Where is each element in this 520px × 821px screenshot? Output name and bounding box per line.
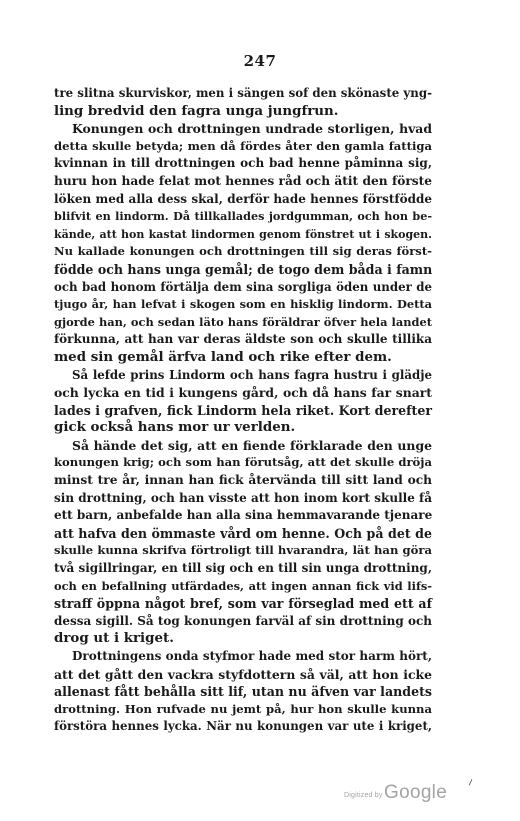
- text-line: allenast fått behålla sitt lif, utan nu äfven var landets: [54, 684, 432, 700]
- text-line: gick också hans mor ur verlden.: [54, 419, 296, 436]
- text-line: och bad honom förtälja dem sina sorgliga öden under de: [54, 279, 432, 294]
- text-line: straff öppna något bref, som var förseglad med ett af: [54, 596, 432, 612]
- text-line: tjugo år, han lefvat i skogen som en hisklig lindorm. Detta: [54, 297, 432, 312]
- text-line: kvinnan in till drottningen och bad henne påminna sig,: [54, 156, 432, 171]
- stray-pen-mark: ⸝: [463, 771, 476, 789]
- text-line: och lycka en tid i kungens gård, och då hans far snart: [54, 385, 432, 401]
- text-line: minst tre år, innan han fick återvända till sitt land och: [54, 473, 432, 488]
- text-line: födde och hans unga gemål; de togo dem båda i famn: [54, 261, 433, 277]
- text-line: ling bredvid den fagra unga jungfrun.: [54, 102, 339, 119]
- text-line: detta skulle betyda; men då fördes åter den gamla fattiga: [54, 138, 432, 153]
- text-line: löken med alla dess skal, derför hade hennes förstfödde: [54, 191, 432, 206]
- text-line: blifvit en lindorm. Då tillkallades jordgumman, och hon be-: [54, 209, 432, 224]
- text-line: två sigillringar, en till sig och en till sin unga drottning,: [54, 561, 432, 576]
- text-line: Så lefde prins Lindorm och hans fagra hustru i glädje: [72, 367, 432, 382]
- text-line: tre slitna skurviskor, men i sängen sof den skönaste yng-: [54, 86, 432, 100]
- text-line: sin drottning, och han visste att hon inom kort skulle få: [54, 490, 432, 505]
- text-line: Nu kallade konungen och drottningen till sig deras först-: [54, 244, 432, 259]
- text-line: huru hon hade felat mot hennes råd och ätit den förste: [54, 173, 432, 188]
- text-line: och en befallning utfärdades, att ingen annan fick vid lifs-: [54, 578, 432, 593]
- text-line: drottning. Hon rufvade nu jemt på, hur hon skulle kunna: [54, 701, 432, 716]
- text-line: drog ut i kriget.: [54, 630, 174, 647]
- text-line: lades i grafven, fick Lindorm hela riket. Kort derefter: [54, 402, 432, 418]
- text-line: att det gått den vackra styfdottern så väl, att hon icke: [54, 666, 432, 682]
- text-line: förstöra hennes lycka. När nu konungen var ute i kriget,: [54, 719, 432, 734]
- text-line: gjorde han, och sedan läto hans föräldrar öfver hela landet: [54, 314, 432, 329]
- text-line: konungen krig; och som han förutsåg, att det skulle dröja: [54, 455, 432, 470]
- body-text: [54, 85, 432, 736]
- watermark-prefix: Digitized by: [344, 792, 383, 799]
- page-number: 247: [243, 52, 277, 70]
- watermark-brand: Google: [384, 782, 448, 803]
- text-line: med sin gemål ärfva land och rike efter dem.: [54, 348, 392, 365]
- text-line: förkunna, att han var deras äldste son och skulle tillika: [54, 332, 432, 347]
- text-line: ett barn, anbefalde han alla sina hemmavarande tjenare: [54, 508, 433, 523]
- text-line: dessa sigill. Så tog konungen farväl af sin drottning och: [54, 613, 432, 628]
- text-line: Konungen och drottningen undrade storligen, hvad: [72, 121, 432, 137]
- text-line: Så hände det sig, att en fiende förklarade den unge: [72, 437, 432, 453]
- text-line: att hafva den ömmaste vård om henne. Och på det de: [54, 525, 432, 541]
- text-line: kände, att hon kastat lindormen genom fönstret ut i skogen.: [54, 227, 432, 241]
- text-line: Drottningens onda styfmor hade med stor harm hört,: [72, 649, 432, 663]
- digitized-by-google-watermark: [344, 782, 464, 808]
- text-line: skulle kunna skrifva förtroligt till hvarandra, lät han göra: [54, 543, 432, 558]
